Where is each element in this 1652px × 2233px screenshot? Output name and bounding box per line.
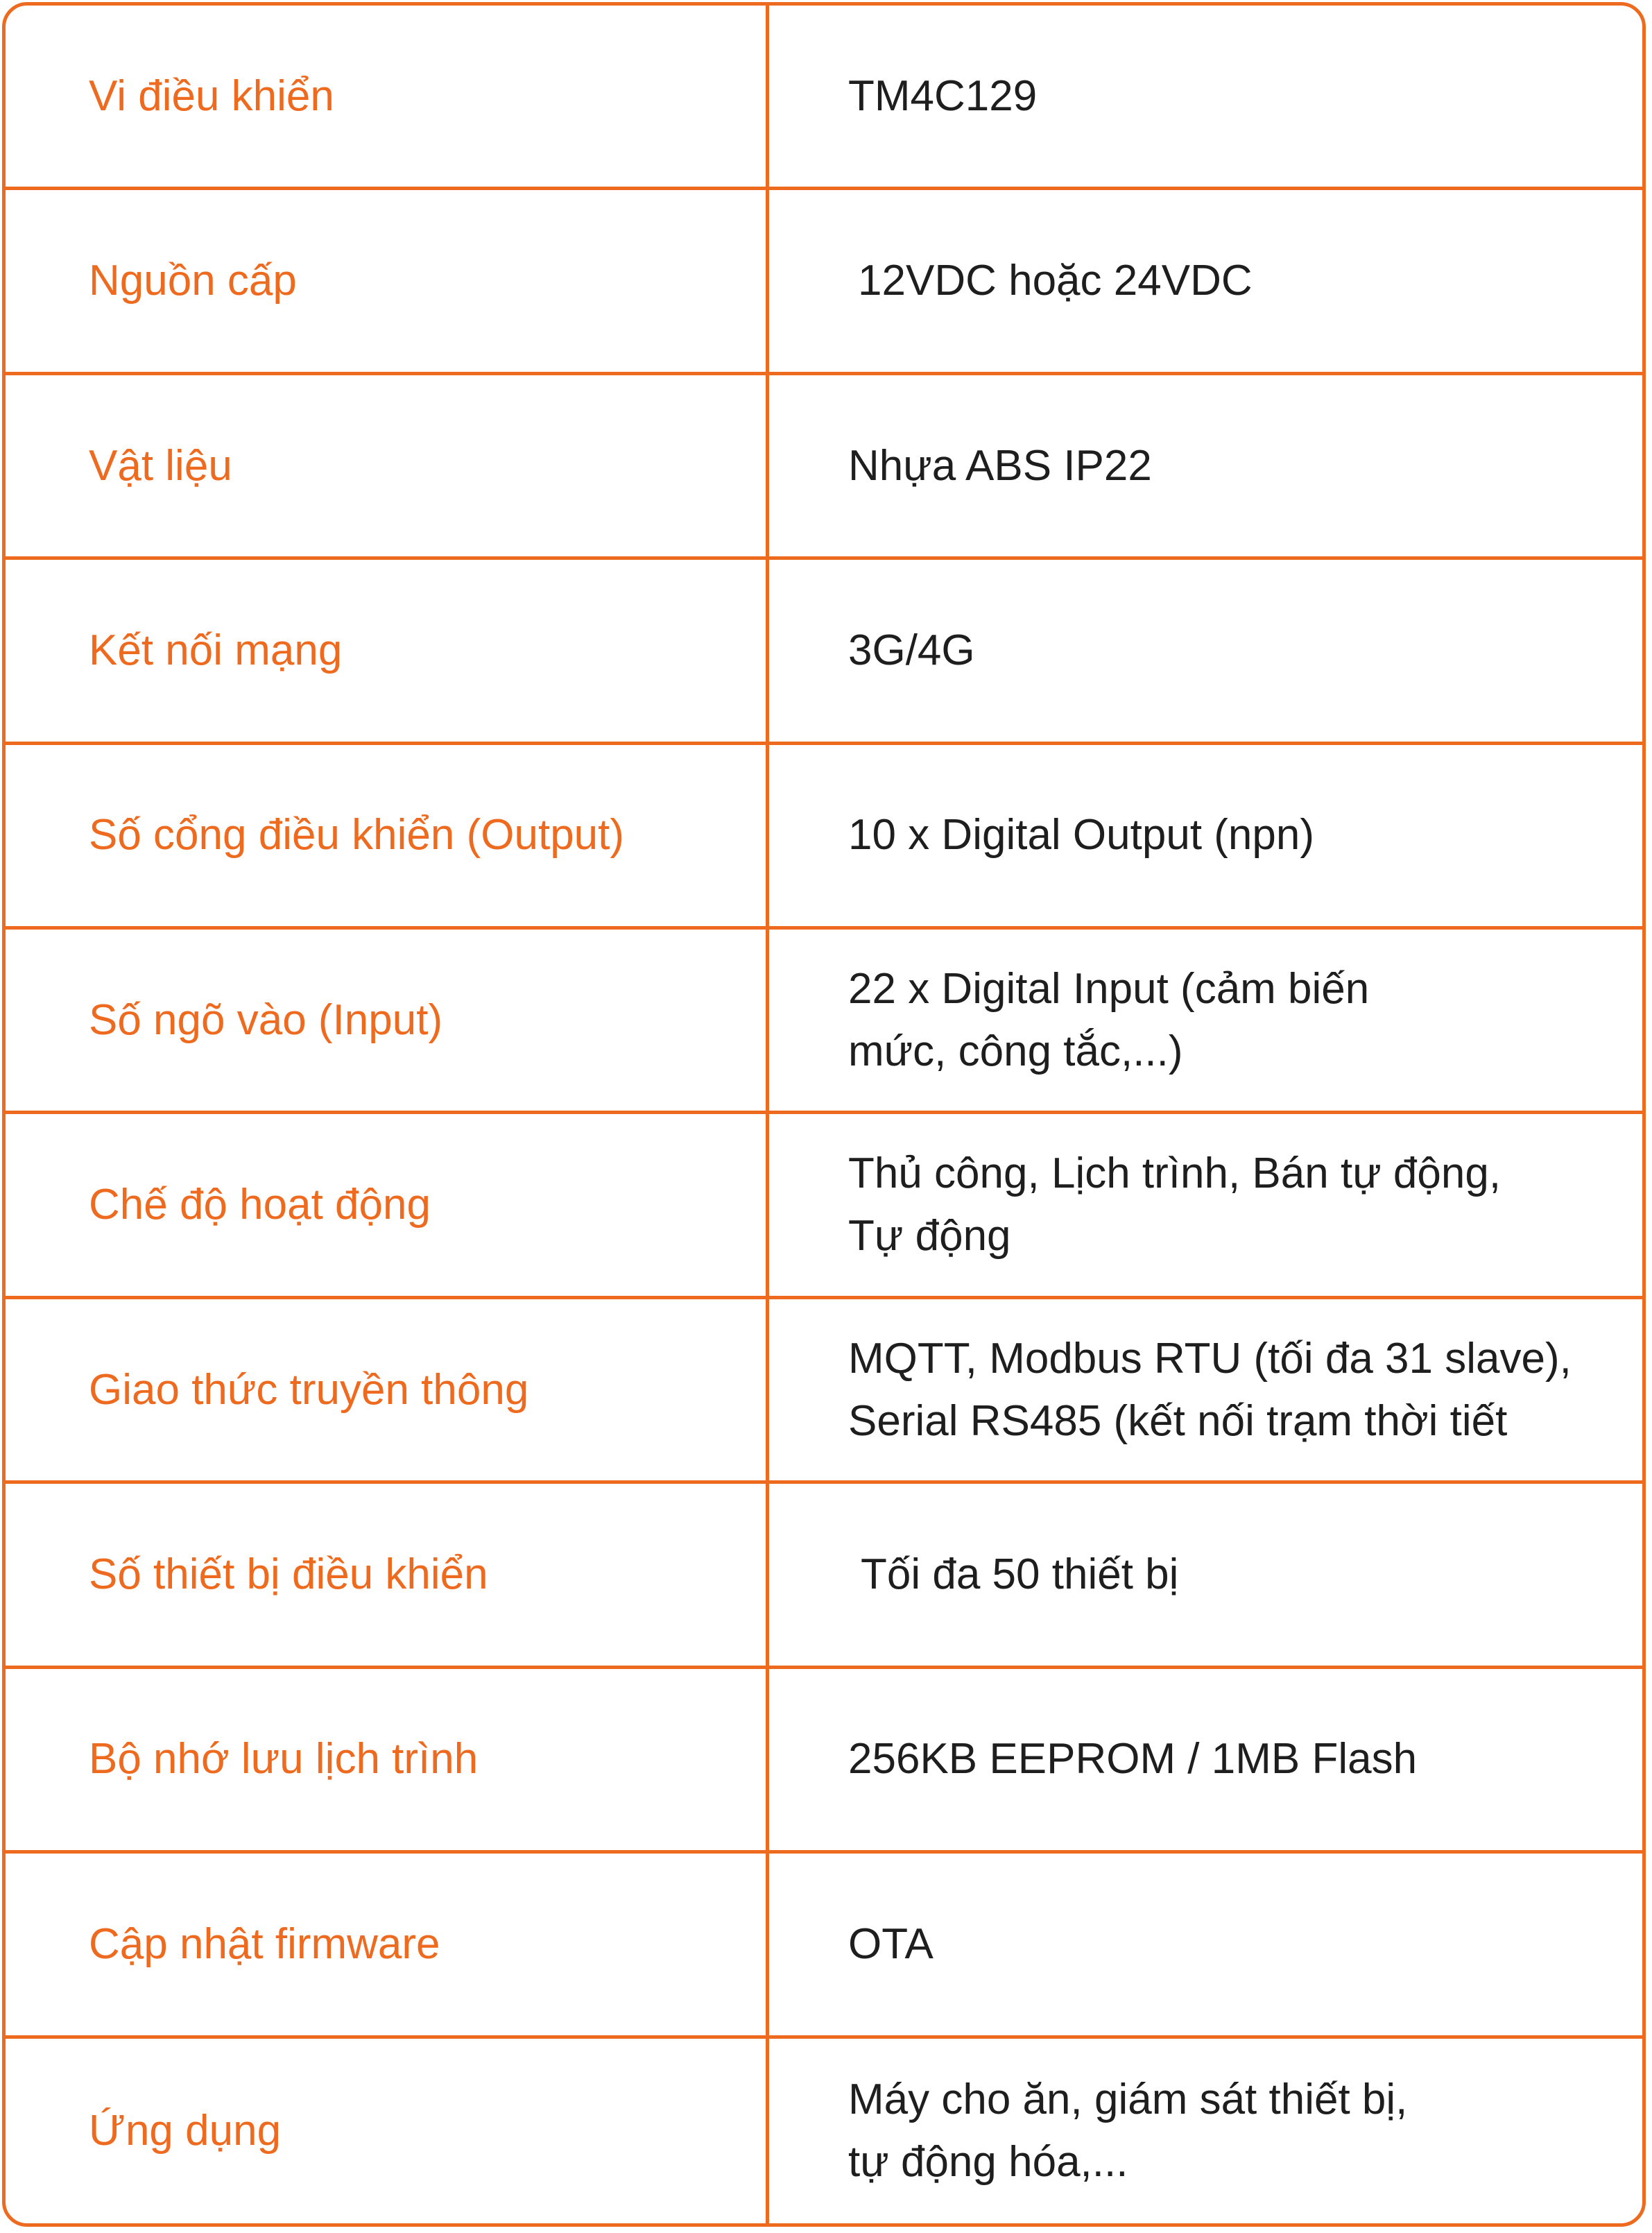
spec-label-microcontroller: Vi điều khiển	[6, 6, 769, 190]
spec-value-protocols: MQTT, Modbus RTU (tối đa 31 slave), Serial RS485 (kết nối trạm thời tiết	[769, 1299, 1642, 1484]
spec-value-applications: Máy cho ăn, giám sát thiết bị, tự động hóa,...	[848, 2075, 1408, 2186]
spec-value-material: Nhựa ABS IP22	[769, 375, 1642, 560]
spec-value-firmware-update: OTA	[769, 1854, 1642, 2038]
spec-value-schedule-memory: 256KB EEPROM / 1MB Flash	[769, 1669, 1642, 1854]
spec-value-network: 3G/4G	[769, 560, 1642, 744]
spec-label-schedule-memory: Bộ nhớ lưu lịch trình	[6, 1669, 769, 1854]
spec-value-operating-modes: Thủ công, Lịch trình, Bán tự động, Tự động	[769, 1114, 1642, 1299]
spec-label-protocols: Giao thức truyền thông	[6, 1299, 769, 1484]
spec-label-firmware-update: Cập nhật firmware	[6, 1854, 769, 2038]
spec-value-microcontroller: TM4C129	[769, 6, 1642, 190]
spec-label-operating-modes: Chế độ hoạt động	[6, 1114, 769, 1299]
spec-label-inputs: Số ngõ vào (Input)	[6, 930, 769, 1114]
spec-label-applications: Ứng dụng	[6, 2039, 769, 2223]
spec-label-output-ports: Số cổng điều khiển (Output)	[6, 745, 769, 930]
spec-value-power-supply: 12VDC hoặc 24VDC	[769, 190, 1642, 375]
spec-label-material: Vật liệu	[6, 375, 769, 560]
spec-label-network: Kết nối mạng	[6, 560, 769, 744]
spec-value-inputs: 22 x Digital Input (cảm biến mức, công tắc,...)	[769, 930, 1642, 1114]
spec-value-device-count: Tối đa 50 thiết bị	[769, 1484, 1642, 1668]
spec-label-device-count: Số thiết bị điều khiển	[6, 1484, 769, 1668]
spec-label-power-supply: Nguồn cấp	[6, 190, 769, 375]
spec-value-output-ports: 10 x Digital Output (npn)	[769, 745, 1642, 930]
spec-table	[2, 2, 1646, 2227]
